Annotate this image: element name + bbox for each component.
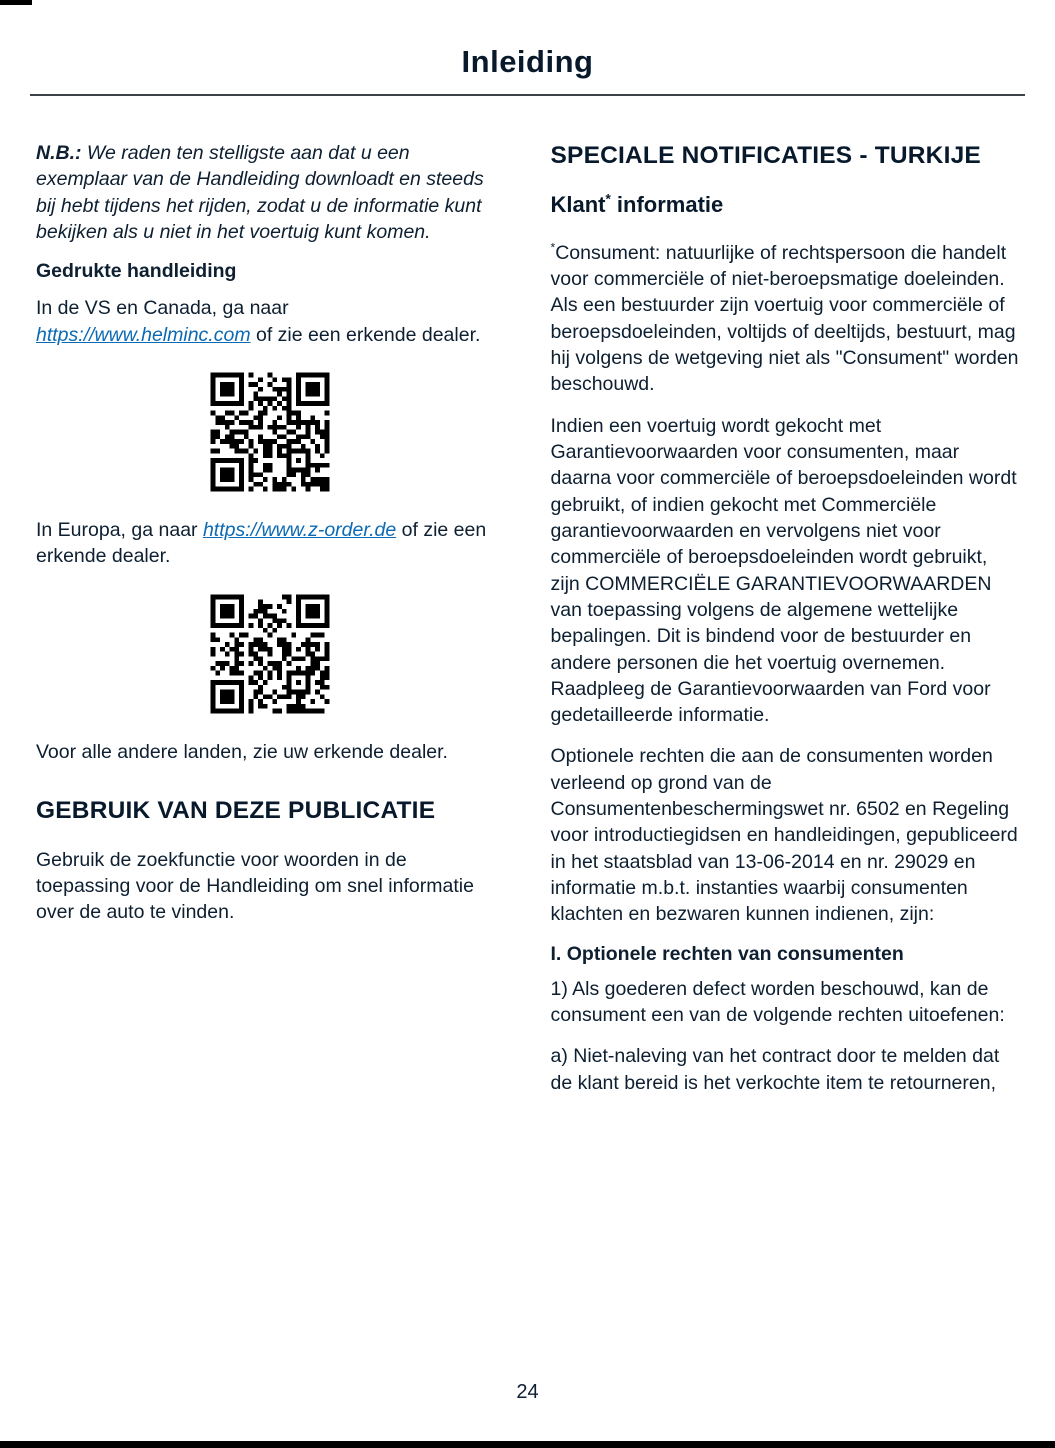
consumer-rights-heading: I. Optionele rechten van consumenten — [550, 942, 904, 965]
qr-code-z-order — [201, 585, 339, 723]
note-block — [36, 140, 505, 245]
note-text: We raden ten stelligste aan dat u een exemplaar van de Handleiding downloadt en steeds bij hebt tijdens het rijden, zodat u de informatie kunt bekijken als u niet in het voertuig kunt komen. — [36, 142, 484, 243]
note-paragraph — [36, 140, 505, 245]
page-title: Inleiding — [461, 44, 594, 79]
warranty-paragraph: Indien een voertuig wordt gekocht met Garantievoorwaarden voor consumenten, maar daarna voor commerciële of beroepsdoeleinden wordt gebruikt, of indien gekocht met Commerciële garantievoorwaarden en vervolgens niet voor commerciële of beroepsdoeleinden wordt gebruikt, zijn COMMERCIËLE GARANTIEVOORWAARDEN van toepassing volgens de algemene wettelijke bepalingen. Dit is bindend voor de bestuurder en andere personen die het voertuig overnemen. Raadpleeg de Garantievoorwaarden van Ford voor gedetailleerde informatie. — [550, 414, 1017, 727]
helminc-link[interactable]: https://www.helminc.com — [36, 323, 251, 346]
right-column — [551, 140, 1020, 1111]
klant-asterisk: * — [605, 191, 611, 207]
definition-asterisk: * — [550, 240, 556, 255]
us-text-after: of zie een erkende dealer. — [250, 323, 481, 346]
printed-manual-heading: Gedrukte handleiding — [36, 260, 237, 283]
z-order-link[interactable]: https://www.z-order.de — [202, 518, 397, 541]
optional-rights-paragraph: Optionele rechten die aan de consumenten worden verleend op grond van de Consumentenbeschermingswet nr. 6502 en Regeling voor introductiegidsen en handleidingen, gepubliceerd in het staatsblad van 13-06-2014 en nr. 29029 en informatie m.b.t. instanties waarbij consumenten klachten en bezwaren kunnen indienen, zijn: — [550, 745, 1018, 926]
us-text-before: In de VS en Canada, ga naar — [36, 297, 289, 320]
consument-definition-paragraph — [551, 240, 1020, 398]
klant-base: Klant — [550, 191, 606, 217]
scan-edge-bottom — [0, 1441, 1055, 1448]
usage-paragraph: Gebruik de zoekfunctie voor woorden in de toepassing voor de Handleiding om snel informatie over de auto te vinden. — [36, 848, 474, 924]
rights-intro-paragraph: 1) Als goederen defect worden beschouwd, kan de consument een van de volgende rechten uitoefenen: — [550, 977, 1005, 1026]
special-notices-heading: SPECIALE NOTIFICATIES - TURKIJE — [550, 142, 981, 169]
klant-informatie-heading — [551, 192, 1020, 218]
eu-text-after: of zie een erkende dealer. — [36, 518, 487, 568]
left-column — [36, 140, 505, 1111]
page-number: 24 — [516, 1381, 539, 1403]
definition-text: Consument: natuurlijke of rechtspersoon die handelt voor commerciële of niet-beroepsmatige doeleinden. Als een bestuurder zijn voertuig voor commerciële of beroepsdoeleinden, voltijds of deeltijds, bestuurt, mag hij volgens de wetgeving niet als "Consument" worden beschouwd. — [550, 241, 1019, 396]
scan-edge-top — [0, 0, 32, 5]
qr-code-helminc — [201, 363, 339, 501]
europe-paragraph — [36, 517, 505, 570]
note-label: N.B.: — [36, 142, 82, 164]
eu-text-before: In Europa, ga naar — [36, 518, 203, 541]
usage-heading: GEBRUIK VAN DEZE PUBLICATIE — [36, 796, 436, 824]
title-divider — [30, 94, 1025, 96]
two-column-layout — [36, 140, 1019, 1111]
us-canada-paragraph — [36, 295, 505, 348]
contract-paragraph: a) Niet-naleving van het contract door te melden dat de klant bereid is het verkochte item te retourneren, — [550, 1045, 1000, 1094]
other-dealers-paragraph: Voor alle andere landen, zie uw erkende dealer. — [36, 740, 448, 763]
klant-rest: informatie — [610, 191, 724, 217]
